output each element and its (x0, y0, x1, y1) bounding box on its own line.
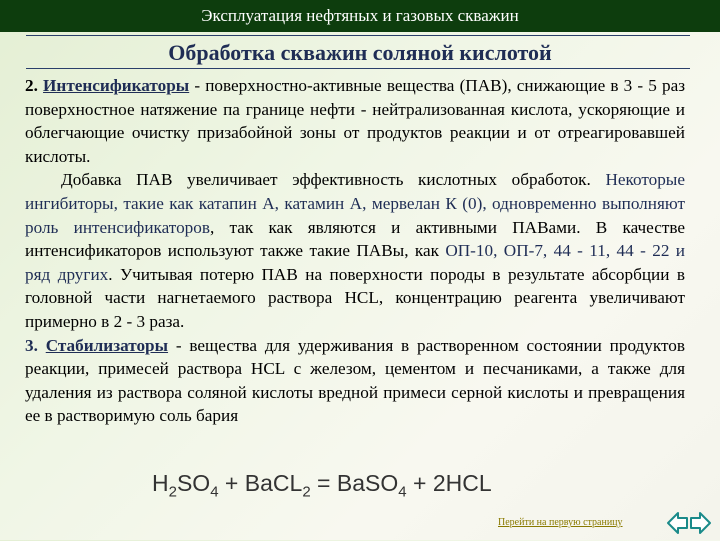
formula-part: SO (176, 470, 211, 496)
formula-part: BaSO (336, 470, 399, 496)
section-stabilizers (25, 334, 685, 428)
formula-operator: = (310, 470, 337, 496)
formula-operator: + (218, 470, 245, 496)
chemical-equation (152, 470, 552, 501)
term-intensifiers: Интенсификаторы (43, 76, 190, 95)
text-span-highlight: ОП-10, ОП-7, 44 - 11, 44 - 22 и ряд других (25, 241, 686, 284)
section-number: 2. (25, 76, 38, 95)
header-title: Эксплуатация нефтяных и газовых скважин (201, 6, 519, 25)
formula-part: 2HCL (432, 470, 492, 496)
formula-subscript: 2 (168, 483, 177, 501)
top-divider (26, 35, 690, 36)
formula-subscript: 2 (302, 483, 311, 501)
section-text: - вещества для удерживания в растворенном состоянии продуктов реакции, примесей раствора HCL с железом, цементом и песчаниками, а также для удаления из раствора соляной кислоты вредной примеси серной кислоты и превращения ее в растворимую соль бария (25, 335, 686, 426)
header-bar (0, 0, 720, 32)
section-number: 3. (25, 335, 38, 355)
formula-part: H (152, 470, 169, 496)
arrow-left-icon[interactable] (668, 513, 687, 533)
arrow-right-icon[interactable] (691, 513, 710, 533)
section-intensifiers (25, 74, 685, 168)
formula-operator: + (406, 470, 433, 496)
nav-arrows (666, 510, 712, 536)
slide-title: Обработка скважин соляной кислотой (168, 40, 552, 65)
text-span: . Учитывая потерю ПАВ на поверхности породы в результате абсорбции в головной части нагнетаемого раствора HCL, концентрацию реагента увеличивают примерно в 2 - 3 раза. (25, 264, 686, 331)
formula-subscript: 4 (398, 483, 407, 501)
first-page-link[interactable]: Перейти на первую страницу (498, 517, 623, 528)
text-span-highlight: Некоторые ингибиторы, такие как катапин А, катамин А, мервелан К (0), одновременно выполняют роль интенсификаторов (25, 170, 685, 237)
title-divider (26, 68, 690, 69)
text-span: , так как являются и активными ПАВами. В качестве интенсификаторов используют также такие ПАВы, как (25, 217, 686, 261)
section-text: - поверхностно-активные вещества (ПАВ), снижающие в 3 - 5 раз поверхностное натяжение па границе нефти - нейтрализованная кислота, ускоряющие и облегчающие очистку призабойной зоны от продуктов реакции и от отреагировавшей кислоты. (25, 76, 686, 166)
paragraph-pav (25, 168, 685, 333)
text-span: Добавка ПАВ увеличивает эффективность кислотных обработок. (61, 170, 606, 190)
slide-body (25, 74, 685, 428)
term-stabilizers: Стабилизаторы (45, 335, 169, 355)
formula-subscript: 4 (210, 483, 219, 501)
formula-part: BaCL (244, 470, 303, 496)
